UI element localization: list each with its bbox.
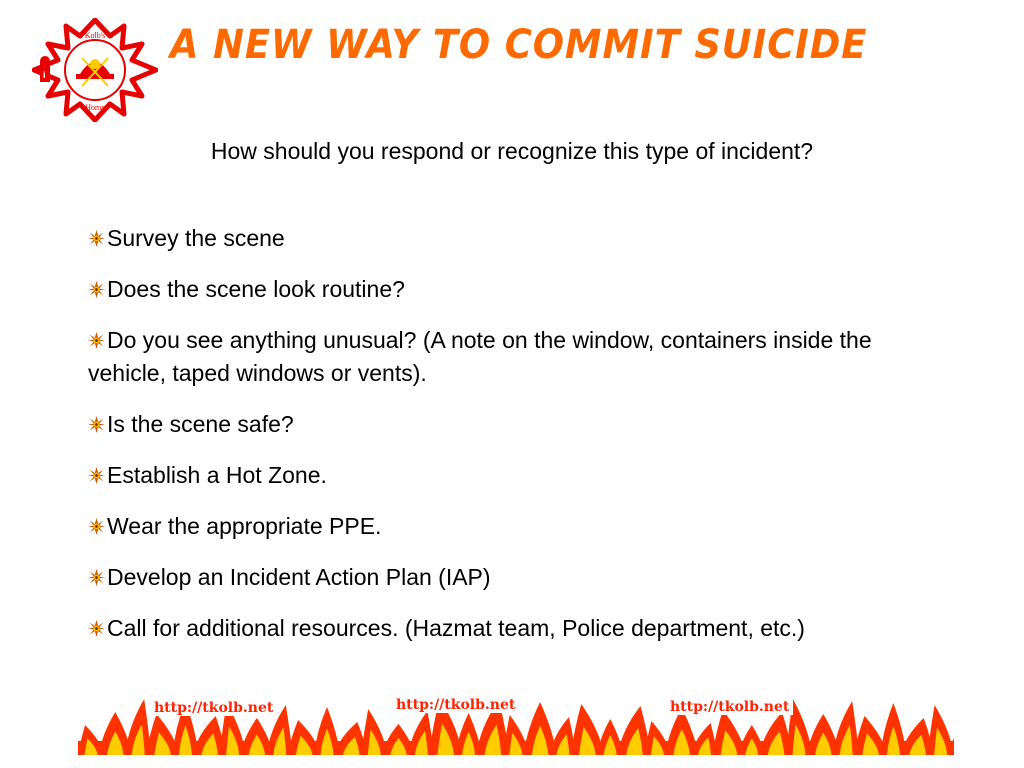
logo-bottom-text: Home [85,103,105,112]
footer-url-link[interactable]: http://tkolb.net [392,697,519,713]
list-item-text: Develop an Incident Action Plan (IAP) [107,564,491,590]
bullet-list [88,222,948,663]
list-item [88,561,948,594]
list-item-text: Establish a Hot Zone. [107,462,327,488]
fire-department-logo [32,18,158,122]
subtitle-question: How should you respond or recognize this type of incident? [210,138,814,164]
logo-top-text: Kolb's [84,31,106,40]
page-title: A NEW WAY TO COMMIT SUICIDE [170,22,868,68]
list-item-text: Survey the scene [107,225,285,251]
list-item-text: Call for additional resources. (Hazmat team, Police department, etc.) [107,615,805,641]
svg-text:i: i [43,70,46,80]
starburst-bullet-icon [88,332,105,349]
list-item [88,459,948,492]
starburst-bullet-icon [88,281,105,298]
starburst-bullet-icon [88,569,105,586]
list-item [88,222,948,255]
list-item [88,408,948,441]
starburst-bullet-icon [88,416,105,433]
footer-url-link[interactable]: http://tkolb.net [150,700,277,716]
list-item [88,324,948,390]
list-item [88,510,948,543]
list-item-text: Is the scene safe? [107,411,294,437]
list-item-text: Do you see anything unusual? (A note on the window, containers inside the vehicle, taped windows or vents). [88,327,872,386]
footer-url-link[interactable]: http://tkolb.net [666,699,793,715]
starburst-bullet-icon [88,620,105,637]
list-item [88,612,948,645]
starburst-bullet-icon [88,467,105,484]
list-item-text: Does the scene look routine? [107,276,405,302]
list-item [88,273,948,306]
list-item-text: Wear the appropriate PPE. [107,513,382,539]
starburst-bullet-icon [88,518,105,535]
starburst-bullet-icon [88,230,105,247]
